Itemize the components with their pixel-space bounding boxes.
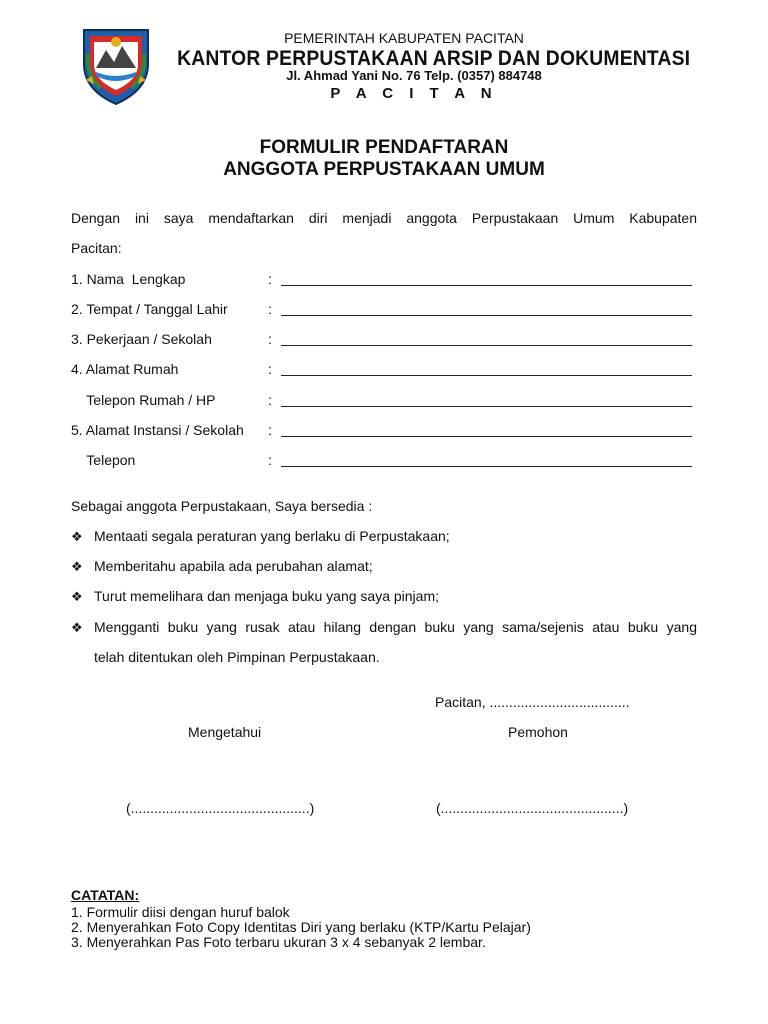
signature-right-line: (...............................................) (436, 800, 629, 816)
intro-text-cont: Pacitan: (71, 240, 122, 256)
field-line-institution-phone[interactable] (281, 466, 692, 467)
field-colon: : (268, 271, 272, 287)
form-title-line1: FORMULIR PENDAFTARAN (259, 137, 509, 158)
agreement-item: Mentaati segala peraturan yang berlaku di Perpustakaan; (94, 528, 450, 544)
field-colon: : (268, 301, 272, 317)
field-label-institution-phone: Telepon (71, 452, 136, 468)
note-item: 2. Menyerahkan Foto Copy Identitas Diri yang berlaku (KTP/Kartu Pelajar) (71, 919, 531, 935)
agreement-item: Memberitahu apabila ada perubahan alamat; (94, 558, 373, 574)
bullet-icon: ❖ (71, 559, 83, 574)
note-item: 1. Formulir diisi dengan huruf balok (71, 904, 290, 920)
bullet-icon: ❖ (71, 589, 83, 604)
field-colon: : (268, 331, 272, 347)
field-line-occupation[interactable] (281, 345, 692, 346)
notes-title: CATATAN: (71, 887, 140, 903)
header-address: Jl. Ahmad Yani No. 76 Telp. (0357) 884748 (286, 68, 542, 83)
agreement-item: Turut memelihara dan menjaga buku yang saya pinjam; (94, 588, 440, 604)
field-label-institution-address: 5. Alamat Instansi / Sekolah (71, 422, 244, 438)
field-colon: : (268, 452, 272, 468)
field-label-home-phone: Telepon Rumah / HP (71, 392, 216, 408)
intro-text: Dengan ini saya mendaftarkan diri menjadi anggota Perpustakaan Umum Kabupaten (71, 210, 697, 226)
field-label-name: 1. Nama Lengkap (71, 271, 186, 287)
header-government-name: PEMERINTAH KABUPATEN PACITAN (284, 30, 524, 46)
field-colon: : (268, 361, 272, 377)
signature-left-line: (..............................................) (126, 800, 315, 816)
place-date: Pacitan, .................................... (435, 694, 630, 710)
field-line-birth[interactable] (281, 315, 692, 316)
header-office-name: KANTOR PERPUSTAKAAN ARSIP DAN DOKUMENTASI (177, 47, 691, 70)
header-city: P A C I T A N (330, 85, 498, 102)
bullet-icon: ❖ (71, 620, 83, 635)
field-line-home-address[interactable] (281, 375, 692, 376)
field-label-occupation: 3. Pekerjaan / Sekolah (71, 331, 212, 347)
agreement-item-cont: telah ditentukan oleh Pimpinan Perpustakaan. (94, 649, 380, 665)
field-label-home-address: 4. Alamat Rumah (71, 361, 179, 377)
bullet-icon: ❖ (71, 529, 83, 544)
field-line-institution-address[interactable] (281, 436, 692, 437)
agreement-intro: Sebagai anggota Perpustakaan, Saya bersedia : (71, 498, 373, 514)
field-line-home-phone[interactable] (281, 406, 692, 407)
note-item: 3. Menyerahkan Pas Foto terbaru ukuran 3 x 4 sebanyak 2 lembar. (71, 934, 486, 950)
signature-right-label: Pemohon (508, 724, 568, 740)
field-colon: : (268, 392, 272, 408)
form-title-line2: ANGGOTA PERPUSTAKAAN UMUM (223, 159, 545, 180)
field-colon: : (268, 422, 272, 438)
field-line-name[interactable] (281, 285, 692, 286)
field-label-birth: 2. Tempat / Tanggal Lahir (71, 301, 228, 317)
signature-left-label: Mengetahui (188, 724, 262, 740)
agreement-item: Mengganti buku yang rusak atau hilang dengan buku yang sama/sejenis atau buku yang (94, 619, 697, 635)
